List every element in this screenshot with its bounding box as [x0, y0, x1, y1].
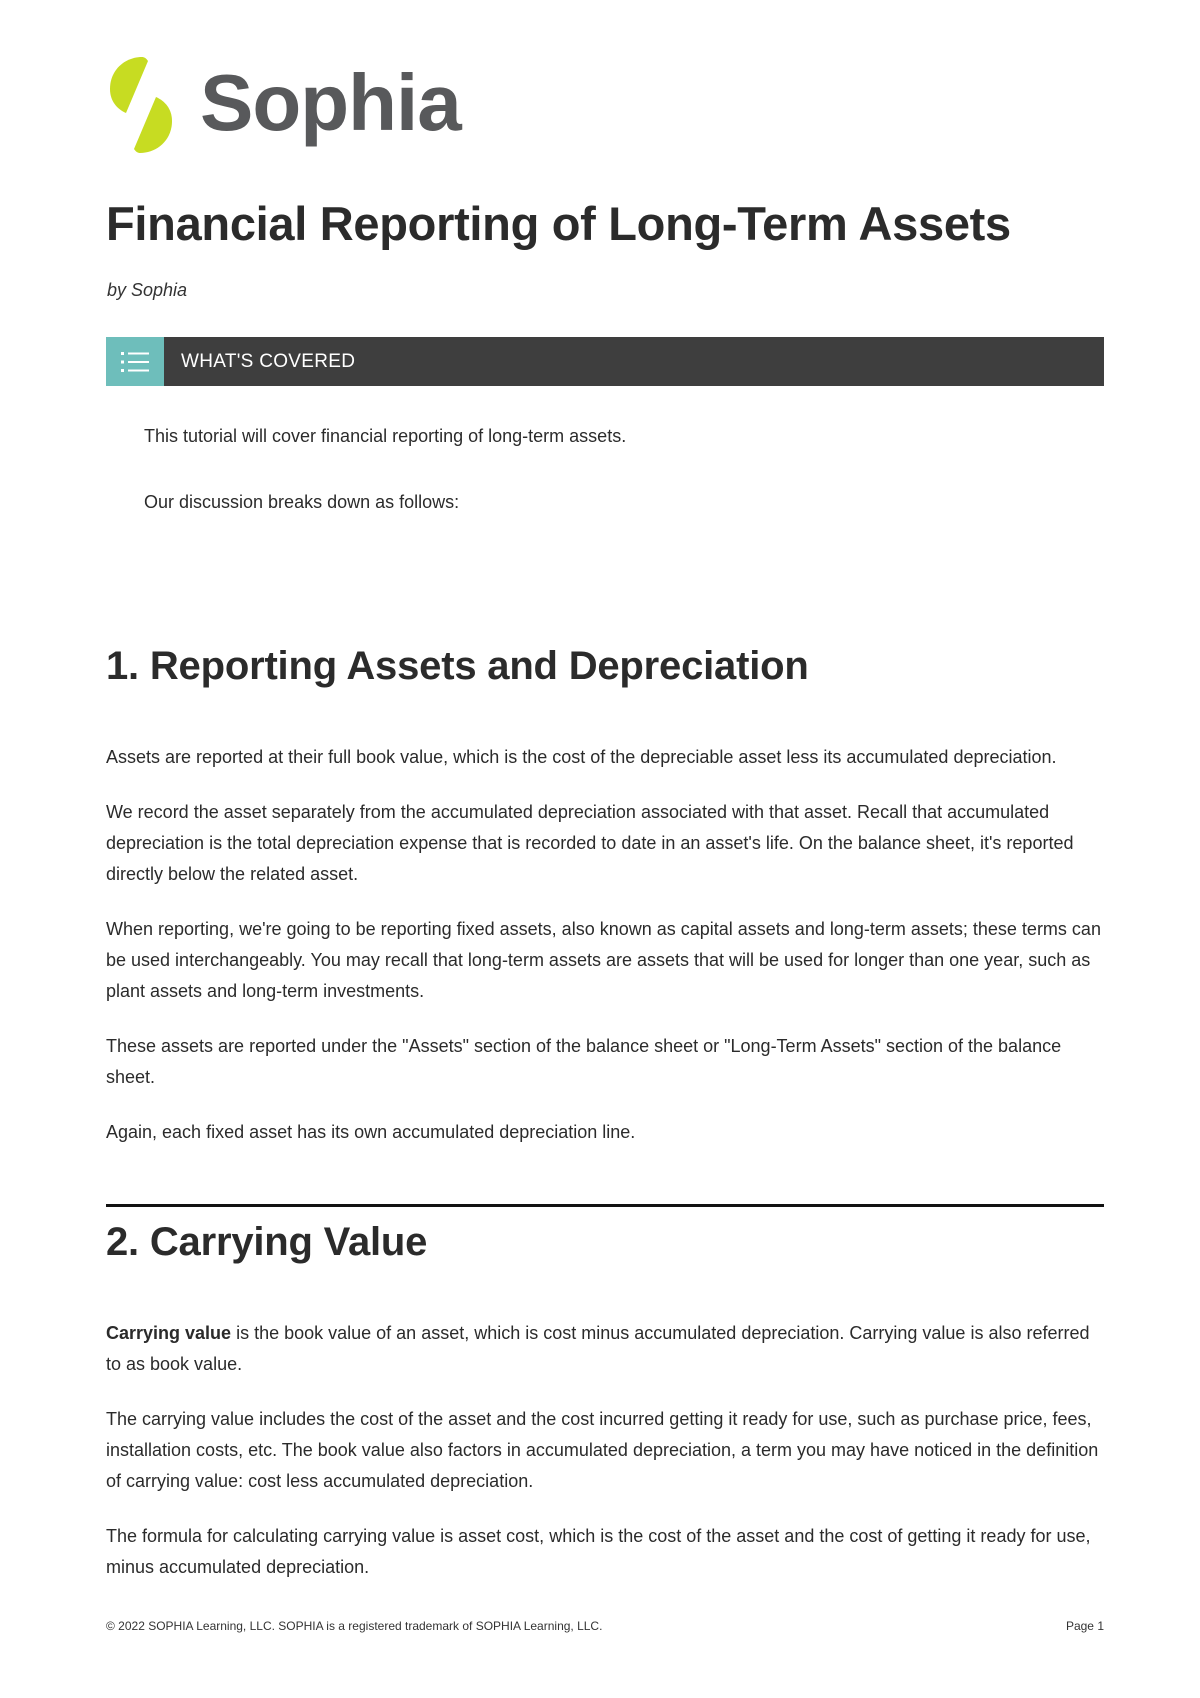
body-paragraph: Again, each fixed asset has its own accumulated depreciation line.: [106, 1122, 636, 1142]
whats-covered-bar: [106, 337, 1104, 386]
copyright-notice: © 2022 SOPHIA Learning, LLC. SOPHIA is a registered trademark of SOPHIA Learning, LLC.: [106, 1619, 603, 1633]
section-divider: [106, 1204, 1104, 1207]
term-definition: is the book value of an asset, which is cost minus accumulated depreciation. Carrying value is also referred to as book value.: [106, 1323, 1090, 1374]
key-term: Carrying value: [106, 1323, 232, 1343]
sophia-logo: [104, 55, 461, 155]
body-paragraph: The carrying value includes the cost of the asset and the cost incurred getting it ready for use, such as purchase price, fees, installation costs, etc. The book value also factors in accumulated depreciation, a term you may have noticed in the definition of carrying value: cost less accumulated depreciation.: [106, 1409, 1099, 1491]
byline: by Sophia: [107, 280, 188, 300]
intro-paragraph: Our discussion breaks down as follows:: [144, 492, 460, 512]
sophia-logo-icon: [104, 55, 178, 155]
body-paragraph: [106, 1318, 1106, 1380]
page-number: Page 1: [1065, 1619, 1104, 1633]
list-icon: [106, 337, 164, 386]
body-paragraph: We record the asset separately from the accumulated depreciation associated with that asset. Recall that accumulated depreciation is the total depreciation expense that is recorded to date in an asset's life. On the balance sheet, it's reported directly below the related asset.: [106, 802, 1074, 884]
section-body: [106, 742, 1106, 1172]
intro-paragraph: This tutorial will cover financial reporting of long-term assets.: [144, 426, 627, 446]
body-paragraph: These assets are reported under the "Assets" section of the balance sheet or "Long-Term Assets" section of the balance sheet.: [106, 1036, 1062, 1087]
body-paragraph: When reporting, we're going to be reporting fixed assets, also known as capital assets and long-term assets; these terms can be used interchangeably. You may recall that long-term assets are assets that will be used for longer than one year, such as plant assets and long-term investments.: [106, 919, 1101, 1001]
page-title: Financial Reporting of Long-Term Assets: [106, 197, 1011, 250]
body-paragraph: The formula for calculating carrying value is asset cost, which is the cost of the asset and the cost of getting it ready for use, minus accumulated depreciation.: [106, 1526, 1091, 1577]
section-body: [106, 1318, 1106, 1607]
section-heading: 1. Reporting Assets and Depreciation: [106, 644, 809, 688]
page-footer: [106, 1619, 1104, 1633]
logo-wordmark: Sophia: [200, 58, 461, 147]
body-paragraph: Assets are reported at their full book value, which is the cost of the depreciable asset less its accumulated depreciation.: [106, 747, 1057, 767]
whats-covered-label: WHAT'S COVERED: [181, 350, 356, 372]
section-heading: 2. Carrying Value: [106, 1220, 428, 1264]
